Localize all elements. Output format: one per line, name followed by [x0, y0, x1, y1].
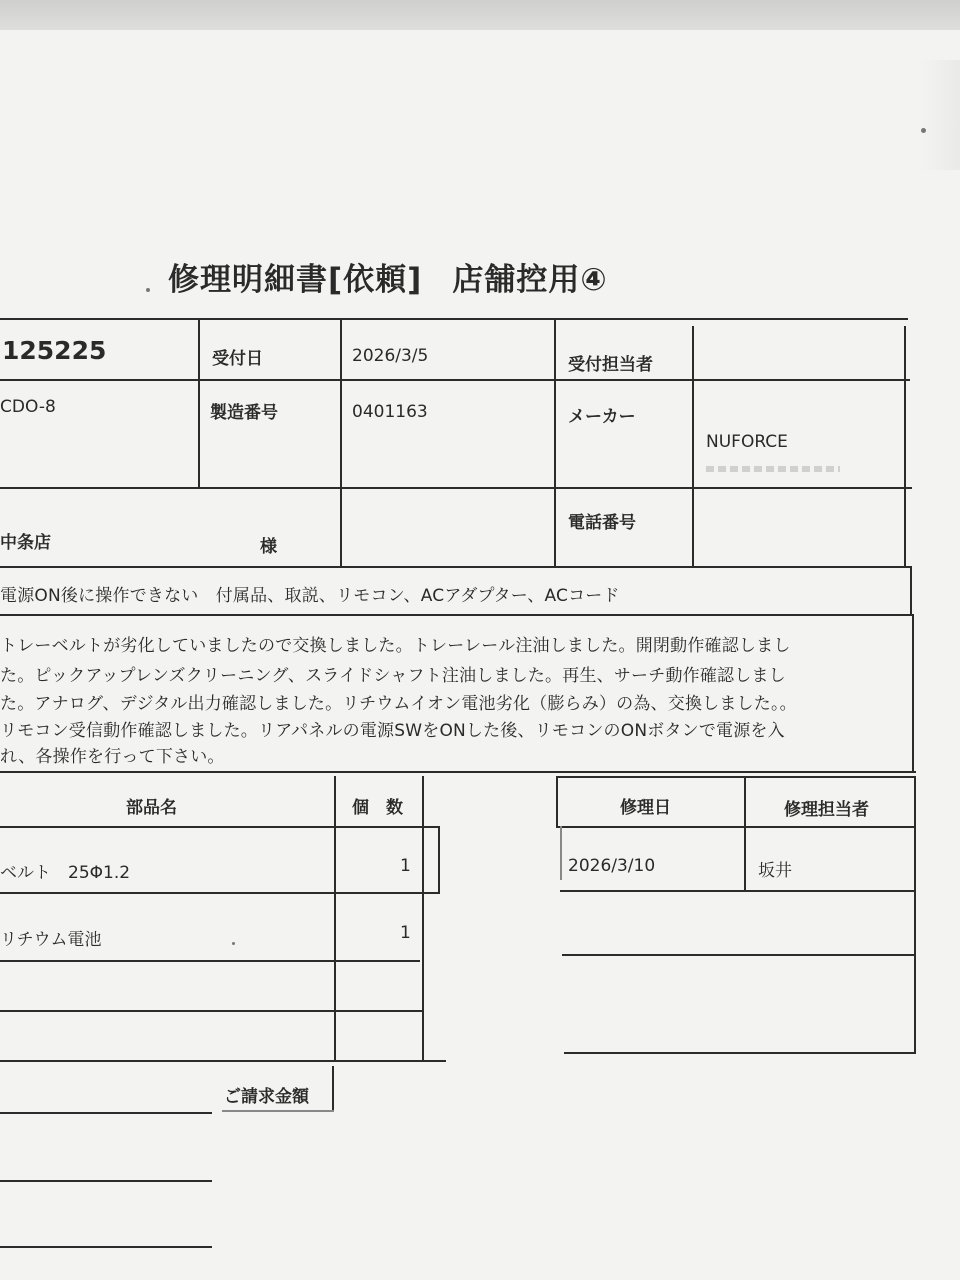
part-name: ベルト 25Φ1.2 — [0, 863, 131, 883]
honorific: 様 — [260, 537, 277, 557]
repair-date: 2026/3/10 — [568, 856, 656, 876]
parts-header-qty: 個 数 — [352, 798, 403, 818]
model-number: CDO-8 — [0, 397, 56, 417]
symptom-text: 電源ON後に操作できない 付属品、取説、リモコン、ACアダプター、ACコード — [0, 586, 620, 606]
parts-header-name: 部品名 — [126, 798, 177, 818]
repair-detail-line: リモコン受信動作確認しました。リアパネルの電源SWをONした後、リモコンのONボタンで電源を入 — [0, 721, 785, 741]
serial-value: 0401163 — [352, 402, 428, 422]
repair-detail-line: れ、各操作を行って下さい。 — [0, 747, 225, 767]
part-name: リチウム電池 — [0, 930, 102, 950]
order-number: 125225 — [2, 336, 107, 365]
part-qty: 1 — [400, 923, 411, 943]
title-main: 修理明細書[依頼] — [168, 262, 423, 298]
document-title — [168, 254, 608, 299]
serial-label: 製造番号 — [210, 403, 278, 423]
store-name: 中条店 — [0, 533, 51, 553]
repair-detail-line: た。アナログ、デジタル出力確認しました。リチウムイオン電池劣化（膨らみ）の為、交換しました。。 — [0, 694, 797, 714]
phone-label: 電話番号 — [568, 513, 636, 533]
faded-print-smudge — [706, 466, 840, 472]
title-sub: 店舗控用④ — [452, 262, 608, 298]
received-date-value: 2026/3/5 — [352, 346, 429, 366]
maker-label: メーカー — [568, 407, 636, 427]
repair-detail-line: た。ピックアップレンズクリーニング、スライドシャフト注油しました。再生、サーチ動作確認しまし — [0, 666, 786, 686]
billing-label: ご請求金額 — [224, 1087, 309, 1107]
received-date-label: 受付日 — [212, 349, 263, 369]
repair-staff: 坂井 — [758, 861, 792, 881]
maker-value: NUFORCE — [706, 432, 788, 452]
repair-detail-line: トレーベルトが劣化していましたので交換しました。トレーレール注油しました。開閉動作確認しまし — [0, 636, 791, 656]
reception-staff-label: 受付担当者 — [568, 355, 653, 375]
repair-log-header-date: 修理日 — [620, 798, 671, 818]
repair-log-header-staff: 修理担当者 — [784, 800, 869, 820]
background-shadow — [0, 0, 960, 30]
part-qty: 1 — [400, 856, 411, 876]
